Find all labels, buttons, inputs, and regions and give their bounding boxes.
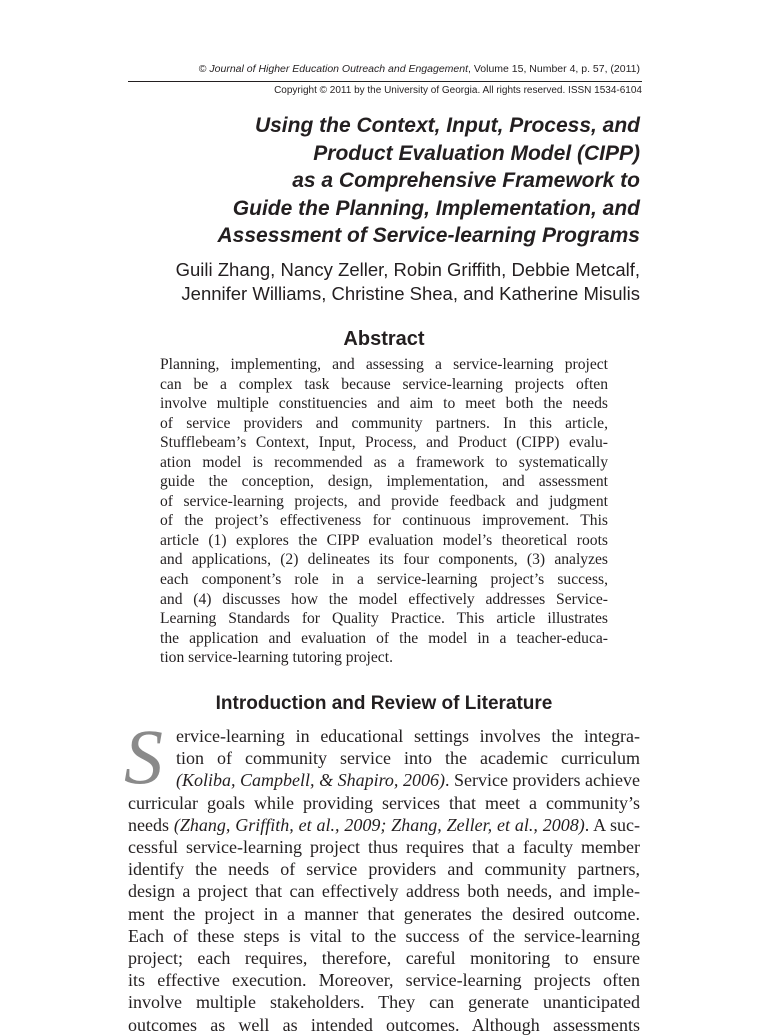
body-text: . Service providers achieve <box>444 770 640 791</box>
title-line: as a Comprehensive Framework to <box>292 169 640 192</box>
body-text: design a project that can effectively address both needs, and imple- <box>128 881 640 902</box>
title-line: Guide the Planning, Implementation, and <box>232 196 640 220</box>
abstract-line: of service-learning projects, and provide feedback and judgment <box>160 492 608 510</box>
body-line <box>128 925 640 947</box>
body-text: ment the project in a manner that generates the desired outcome. <box>128 903 640 924</box>
body-text: needs <box>128 814 174 835</box>
title-line: Product Evaluation Model (CIPP) <box>313 141 640 165</box>
body-line <box>128 769 640 791</box>
abstract-line: each component’s role in a service-learning project’s success, <box>160 571 608 589</box>
section-heading: Introduction and Review of Literature <box>215 693 553 714</box>
body-line <box>128 1014 640 1036</box>
body-line <box>128 792 640 814</box>
abstract-line: Stufflebeam’s Context, Input, Process, and Product (CIPP) evalu- <box>160 434 608 452</box>
copyright-notice: Copyright © 2011 by the University of Georgia. All rights reserved. ISSN 1534-6104 <box>274 85 642 96</box>
body-line <box>128 747 640 769</box>
body-text: . A suc- <box>584 814 640 835</box>
journal-volume-info: , Volume 15, Number 4, p. 57, (2011) <box>468 63 640 75</box>
body-text: Each of these steps is vital to the success of the service-learning <box>128 925 640 946</box>
journal-name: Journal of Higher Education Outreach and Engagement <box>209 63 469 75</box>
title-line: Using the Context, Input, Process, and <box>254 114 640 137</box>
header-rule <box>128 81 642 82</box>
citation: (Zhang, Griffith, et al., 2009; Zhang, Zeller, et al., 2008) <box>173 814 585 835</box>
author-list <box>130 258 640 306</box>
body-text: identify the needs of service providers and community partners, <box>128 859 640 880</box>
author-line: Jennifer Williams, Christine Shea, and Katherine Misulis <box>181 283 640 304</box>
article-title <box>150 112 640 250</box>
body-line <box>128 969 640 991</box>
abstract-heading: Abstract <box>343 328 425 350</box>
abstract-line: guide the conception, design, implementation, and assessment <box>160 473 608 491</box>
body-text: curricular goals while providing services that meet a community’s <box>128 792 640 813</box>
body-text: ervice-learning in educational settings involves the integra- <box>176 726 640 746</box>
abstract-line: and applications, (2) delineates its four components, (3) analyzes <box>160 551 608 569</box>
abstract-line: article (1) explores the CIPP evaluation model’s theoretical roots <box>160 531 608 549</box>
abstract-body <box>160 355 608 668</box>
body-line <box>128 725 640 747</box>
body-line <box>128 991 640 1013</box>
body-paragraph <box>128 725 640 1036</box>
body-line <box>128 836 640 858</box>
abstract-line: ation model is recommended as a framework to systematically <box>160 453 608 471</box>
body-line <box>128 858 640 880</box>
body-line <box>128 814 640 836</box>
journal-prefix: © <box>198 63 210 75</box>
body-text: its effective execution. Moreover, service-learning projects often <box>128 970 640 991</box>
abstract-line: the application and evaluation of the model in a teacher-educa- <box>160 629 608 647</box>
body-text: involve multiple stakeholders. They can generate unanticipated <box>128 992 640 1013</box>
title-line: Assessment of Service-learning Programs <box>217 224 640 247</box>
abstract-line: of service providers and community partners. In this article, <box>160 414 608 432</box>
journal-citation <box>128 62 640 76</box>
abstract-line: Planning, implementing, and assessing a service-learning project <box>160 356 608 373</box>
body-line <box>128 947 640 969</box>
body-text: project; each requires, therefore, careful monitoring to ensure <box>128 948 640 969</box>
body-line <box>128 903 640 925</box>
abstract-line: can be a complex task because service-learning projects often <box>160 375 608 393</box>
abstract-line: and (4) discusses how the model effectively addresses Service- <box>160 590 608 608</box>
author-line: Guili Zhang, Nancy Zeller, Robin Griffith, Debbie Metcalf, <box>175 259 640 280</box>
abstract-line: tion service-learning tutoring project. <box>160 649 393 667</box>
drop-cap: S <box>124 713 163 800</box>
abstract-line: of the project’s effectiveness for continuous improvement. This <box>160 512 608 530</box>
abstract-line: Learning Standards for Quality Practice. This article illustrates <box>160 610 608 628</box>
abstract-line: involve multiple constituencies and aim to meet both the needs <box>160 395 608 413</box>
body-text: outcomes as well as intended outcomes. Although assessments <box>128 1014 640 1035</box>
body-line <box>128 880 640 902</box>
body-text: cessful service-learning project thus requires that a faculty member <box>128 837 640 858</box>
citation: (Koliba, Campbell, & Shapiro, 2006) <box>176 770 445 791</box>
body-text: tion of community service into the academic curriculum <box>176 748 640 769</box>
